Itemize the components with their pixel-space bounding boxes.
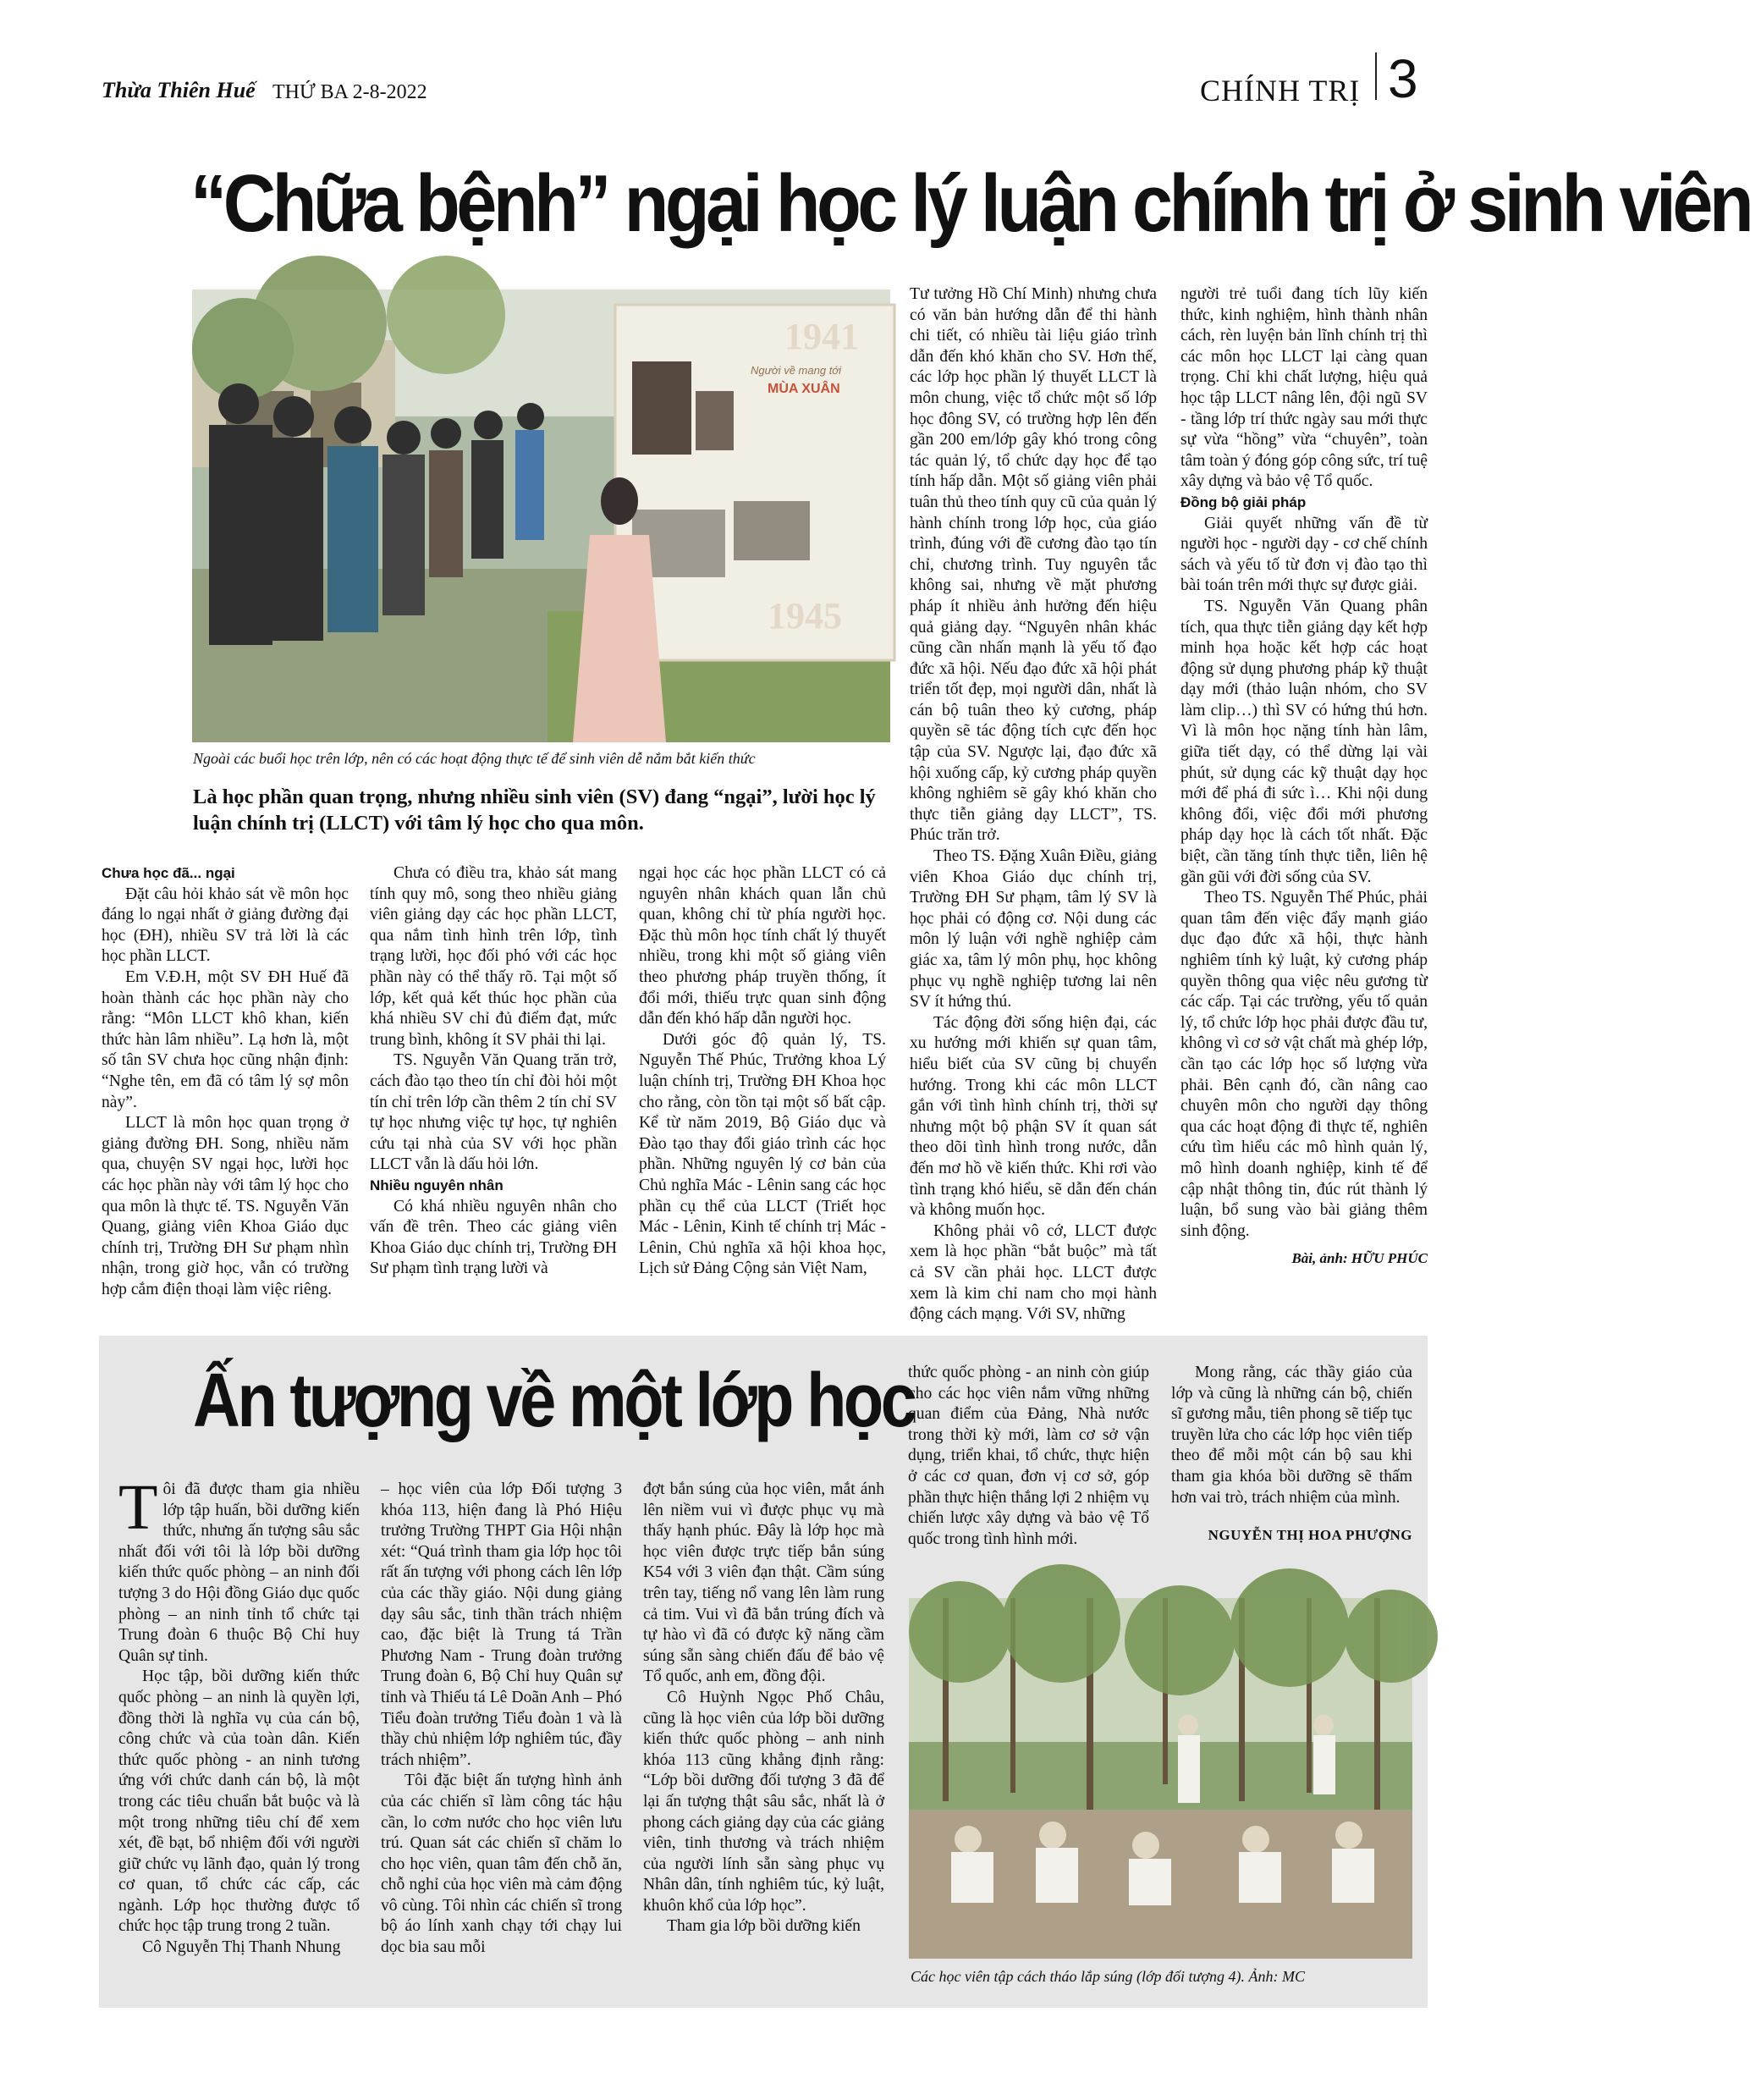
paragraph: Tư tưởng Hồ Chí Minh) nhưng chưa có văn bản hướng dẫn để thi hành chi tiết, có nhiều tài liệu giáo trình dẫn đến khó khăn cho SV. Hơn thế, các lớp học phần lý thuyết LLCT là môn chung, việc tổ chức một số lớp học đông SV, có trường hợp lên đến gần 200 em/lớp gây khó trong công tác quản lý, tổ chức dạy học để tạo tính hấp dẫn. Một số giảng viên phải tuân thủ theo tính quy cũ của quản lý hành chính trong lớp học, của giáo trình, đúng với đề cương đào tạo tín chỉ, chương trình. Tuy nguyên tắc không sai, nhưng về mặt phương pháp ít nhiều ảnh hưởng đến hiệu quả giảng dạy. “Nguyên nhân khác cũng cần nhấn mạnh là yếu tố đạo đức xã hội. Nếu đạo đức xã hội phát triển tốt đẹp, mọi người dân, nhất là cán bộ tuân theo kỷ cương, pháp quyền sẽ tác động tích cực đến học tập của SV. Ngược lại, đạo đức xã hội xuống cấp, kỷ cương pháp quyền không nghiêm sẽ gây khó khăn cho thực tiễn giảng dạy LLCT”, TS. Phúc trăn trở. [910,285,1157,845]
article1-column-1 [102,863,349,1300]
issue-date: THỨ BA 2-8-2022 [272,81,427,103]
paragraph: ôi đã được tham gia nhiều lớp tập huấn, bồi dưỡng kiến thức, nhưng ấn tượng sâu sắc nhất đối với tôi là lớp bồi dưỡng kiến thức quốc phòng – an ninh đối tượng 3 do Hội đồng Giáo dục quốc phòng – an ninh tỉnh tổ chức tại Trung đoàn 6 thuộc Bộ Chỉ huy Quân sự tỉnh. [118,1480,360,1665]
drop-cap: T [118,1472,158,1543]
paragraph: Có khá nhiều nguyên nhân cho vấn đề trên. Theo các giảng viên Khoa Giáo dục chính trị, Trường ĐH Sư phạm tình trạng lười và [370,1197,617,1278]
subheading-chua-hoc: Chưa học đã... ngại [102,865,235,881]
paragraph: Không phải vô cớ, LLCT được xem là học phần “bắt buộc” mà tất cả SV cần phải học. LLCT được xem là kim chỉ nam cho mọi hành động cách mạng. Với SV, những [910,1221,1157,1324]
paragraph: Tôi đặc biệt ấn tượng hình ảnh của các chiến sĩ làm công tác hậu cần, lo cơm nước cho học viên lưu trú. Quan sát các chiến sĩ chăm lo cho học viên, quan tâm đến chỗ ăn, chỗ nghỉ của học viên mà cảm động vô cùng. Tôi nhìn các chiến sĩ trong bộ áo lính xanh chạy tới chạy lui dọc bia sau mỗi [381,1772,622,1957]
paragraph: Theo TS. Đặng Xuân Điều, giảng viên Khoa Giáo dục chính trị, Trường ĐH Sư phạm, tâm lý SV là học phải có động cơ. Nội dung các môn lý luận với nghề nghiệp cảm giác xa, tâm lý môn phụ, học không phục vụ nghề nghiệp tương lai nên SV ít hứng thú. [910,847,1157,1011]
exhibition-photo-illustration [192,289,890,742]
article1-photo-caption: Ngoài các buổi học trên lớp, nên có các hoạt động thực tế để sinh viên dễ nắm bắt kiến thức [193,750,756,767]
paragraph: người trẻ tuổi đang tích lũy kiến thức, kinh nghiệm, hình thành nhân cách, rèn luyện bản lĩnh chính trị thì các môn học LLCT lại càng quan trọng. Chỉ khi chất lượng, hiệu quả học tập LLCT nâng lên, đội ngũ SV - tầng lớp trí thức ngày sau mới thực sự vừa “hồng” vừa “chuyên”, toàn tâm toàn ý đóng góp công sức, trí tuệ xây dựng và bảo vệ Tổ quốc. [1180,285,1428,491]
paragraph: TS. Nguyễn Văn Quang trăn trở, cách đào tạo theo tín chỉ đòi hỏi một tín chỉ trên lớp cần thêm 2 tín chỉ SV tự học nhưng việc tự học, tự nghiên cứu tại nhà của SV với học phần LLCT vẫn là dấu hỏi lớn. [370,1051,617,1174]
section-title: CHÍNH TRỊ [1200,74,1361,107]
paragraph: ngại học các học phần LLCT có cả nguyên nhân khách quan lẫn chủ quan, không chỉ từ phía người học. Đặc thù môn học tính chất lý thuyết nhiều, trong khi một số giảng viên theo phương pháp truyền thống, ít đổi mới, thiếu trực quan sinh động dẫn đến khó hấp dẫn người học. [639,864,886,1028]
paragraph: Học tập, bồi dưỡng kiến thức quốc phòng – an ninh là quyền lợi, đồng thời là nghĩa vụ của cán bộ, công chức và của toàn dân. Kiến thức quốc phòng - an ninh tương ứng với chức danh cán bộ, là một trong các tiêu chuẩn bắt buộc và là một trong những tiêu chí để xem xét, đề bạt, bổ nhiệm đối với người giữ chức vụ lãnh đạo, quản lý trong cơ quan, tổ chức các cấp, các ngành. Lớp học thường được tổ chức học tập trung trong 2 tuần. [118,1667,360,1936]
article1-headline: “Chữa bệnh” ngại học lý luận chính trị ở sinh viên [190,158,1750,249]
paragraph: Đặt câu hỏi khảo sát về môn học đáng lo ngại nhất ở giảng đường đại học (ĐH), nhiều SV trả lời là các học phần LLCT. [102,885,349,966]
paragraph: Tác động đời sống hiện đại, các xu hướng mới khiến sự quan tâm, hiểu biết của SV cũng bị chuyển hướng. Trong khi các môn LLCT gắn với tình hình chính trị, thời sự nhưng một bộ phận SV ít quan sát theo dõi tình hình trong nước, dẫn đến mơ hồ về kiến thức. Khi rơi vào tình trạng khó hiểu, sẽ dẫn đến chán và không muốn học. [910,1013,1157,1220]
paragraph: đợt bắn súng của học viên, mắt ánh lên niềm vui vì được phục vụ mà thấy hạnh phúc. Đây là lớp học mà học viên được trực tiếp bắn súng K54 với 3 viên đạn thật. Cầm súng trên tay, tiếng nổ vang lên làm rung cả tim. Vui vì đã bắn trúng đích và tự hào vì đã có được kỹ năng cầm súng sẵn sàng chiến đấu để bảo vệ Tổ quốc, anh em, đồng đội. [643,1480,884,1686]
paragraph: Giải quyết những vấn đề từ người học - người dạy - cơ chế chính sách và yếu tố từ đơn vị đào tạo thì bài toán trên mới thực sự được giải. [1180,514,1428,595]
subheading-nhieu-nguyen-nhan: Nhiều nguyên nhân [370,1177,504,1193]
paragraph: Chưa có điều tra, khảo sát mang tính quy mô, song theo nhiều giảng viên giảng dạy các học phần LLCT, qua nắm tình hình trên lớp, tình trạng lười, học đối phó với các học phần này có thể thấy rõ. Tại một số lớp, kết quả kết thúc học phần của khá nhiều SV chỉ đủ điểm đạt, mức trung bình, không ít SV phải thi lại. [370,864,617,1049]
article1-lead: Là học phần quan trọng, nhưng nhiều sinh viên (SV) đang “ngại”, lười học lý luận chính trị (LLCT) với tâm lý học cho qua môn. [193,785,876,835]
paragraph: Cô Nguyễn Thị Thanh Nhung [142,1938,341,1957]
article2-column-1 [118,1472,360,1959]
training-photo-illustration [909,1598,1412,1959]
subheading-dong-bo: Đồng bộ giải pháp [1180,493,1307,510]
paragraph: Tham gia lớp bồi dưỡng kiến [667,1917,861,1936]
paragraph: Theo TS. Nguyễn Thế Phúc, phải quan tâm đến việc đẩy mạnh giáo dục đạo đức xã hội, thực hành nghiêm tính kỷ luật, kỷ cương pháp quyền thông qua việc nêu gương từ các cấp. Tại các trường, yếu tố quản lý, tổ chức lớp học phải được đầu tư, không vì cơ sở vật chất mà ghép lớp, cần tạo các lớp học số lượng vừa phải. Bên cạnh đó, cần nâng cao chuyên môn cho người dạy thông qua các hoạt động đi thực tế, nghiên cứu tìm hiểu các mô hình quản lý, mô hình doanh nghiệp, kinh tế để cập nhật thông tin, đúc rút thành lý luận, bổ sung vào bài giảng thêm sinh động. [1180,889,1428,1240]
page-number: 3 [1388,48,1418,109]
paragraph: – học viên của lớp Đối tượng 3 khóa 113, hiện đang là Phó Hiệu trưởng Trường THPT Gia Hội nhận xét: “Quá trình tham gia lớp học tôi rất ấn tượng với phong cách lên lớp của các thầy giáo. Nội dung giảng dạy sâu sắc, tinh thần trách nhiệm cao, đặc biệt là Trung tá Trần Phương Nam - Trung đoàn trưởng Trung đoàn 6, Bộ Chỉ huy Quân sự tỉnh và Thiếu tá Lê Doãn Anh – Phó Tiểu đoàn trưởng Tiểu đoàn 1 và là thầy chủ nhiệm lớp nghiêm túc, đầy trách nhiệm”. [381,1480,622,1769]
article2-author: NGUYỄN THỊ HOA PHƯỢNG [1208,1527,1412,1544]
article2-column-5 [1171,1363,1412,1546]
article1-column-4 [910,284,1157,1326]
article1-photo [192,289,890,742]
article2-column-4 [908,1363,1149,1550]
header-divider [1375,52,1377,100]
sign-subtitle: Người về mang tới [751,364,842,377]
paragraph: Dưới góc độ quản lý, TS. Nguyễn Thế Phúc, Trưởng khoa Lý luận chính trị, Trường ĐH Khoa học cho rằng, còn tồn tại một số bất cập. Kể từ năm 2019, Bộ Giáo dục và Đào tạo thay đổi giáo trình các học phần. Những nguyên lý cơ bản của Chủ nghĩa Mác - Lênin sang các học phần cụ thể của LLCT (Triết học Mác - Lênin, Kinh tế chính trị Mác - Lênin, Chủ nghĩa xã hội khoa học, Lịch sử Đảng Cộng sản Việt Nam, [639,1030,886,1278]
sign-title: MÙA XUÂN [768,382,840,396]
article2-column-2 [381,1480,622,1959]
article2-photo-caption: Các học viên tập cách tháo lắp súng (lớp đối tượng 4). Ảnh: MC [911,1968,1305,1985]
article1-column-3 [639,863,886,1280]
article1-column-2 [370,863,617,1280]
sign-year-1945: 1945 [768,595,842,637]
article1-column-5 [1180,284,1428,1270]
article2-headline: Ấn tượng về một lớp học [193,1359,915,1443]
paragraph: TS. Nguyễn Văn Quang phân tích, qua thực tiễn giảng dạy kết hợp minh họa hoặc kết hợp các hoạt động sử dụng phương pháp kỹ thuật dạy mới (thảo luận nhóm, cho SV làm clip…) thì SV có hứng thú hơn. Vì là môn học nặng tính hàn lâm, giữa tiết dạy, có thể dừng lại vài phút, sử dụng các kỹ thuật dạy học mới để phá đi sức ì… Khi nội dung không đổi, việc đổi mới phương pháp dạy học là cách tốt nhất. Đặc biệt, cần tăng tính thực tiễn, liên hệ gần gũi với đời sống của SV. [1180,597,1428,886]
masthead: Thừa Thiên Huế [102,78,256,102]
article2-photo [909,1598,1412,1959]
paragraph: LLCT là môn học quan trọng ở giảng đường ĐH. Song, nhiều năm qua, chuyện SV ngại học, lười học các học phần này với tâm lý học cho qua môn là thực tế. TS. Nguyễn Văn Quang, giảng viên Khoa Giáo dục chính trị, Trường ĐH Sư phạm nhìn nhận, trong giờ học, vẫn có trường hợp cắm điện thoại làm việc riêng. [102,1114,349,1298]
paragraph: thức quốc phòng - an ninh còn giúp cho các học viên nắm vững những quan điểm của Đảng, Nhà nước trong thời kỳ mới, làm cơ sở vận dụng, triển khai, tổ chức, thực hiện ở các cơ quan, đơn vị cơ sở, góp phần thực hiện thắng lợi 2 nhiệm vụ chiến lược xây dựng và bảo vệ Tổ quốc trong tình hình mới. [908,1364,1149,1548]
paragraph: Em V.Đ.H, một SV ĐH Huế đã hoàn thành các học phần này cho rằng: “Môn LLCT khô khan, kiến thức hàn lâm nhiều”. Lạ hơn là, một số tân SV chưa học cũng nhận định: “Nghe tên, em đã có tâm lý sợ môn này”. [102,967,349,1111]
article1-byline: Bài, ảnh: HỮU PHÚC [1291,1250,1428,1267]
article2-column-3 [643,1480,884,1937]
paragraph: Cô Huỳnh Ngọc Phố Châu, cũng là học viên của lớp bồi dưỡng kiến thức quốc phòng – anh ninh khóa 113 cũng khẳng định rằng: “Lớp bồi dưỡng đối tượng 3 đã để lại ấn tượng thật sâu sắc, nhất là ở phong cách giảng dạy của các giảng viên, tinh thương và trách nhiệm của người lính sẵn sàng phục vụ Nhân dân, tính nghiêm túc, kỷ luật, khuôn khổ của lớp học”. [643,1688,884,1915]
paragraph: Mong rằng, các thầy giáo của lớp và cũng là những cán bộ, chiến sĩ gương mẫu, tiên phong sẽ tiếp tục truyền lửa cho các lớp học viên tiếp theo để mỗi một cán bộ sau khi tham gia khóa bồi dưỡng sẽ thấm hơn vai trò, trách nhiệm của mình. [1171,1364,1412,1507]
sign-year-1941: 1941 [784,316,859,357]
